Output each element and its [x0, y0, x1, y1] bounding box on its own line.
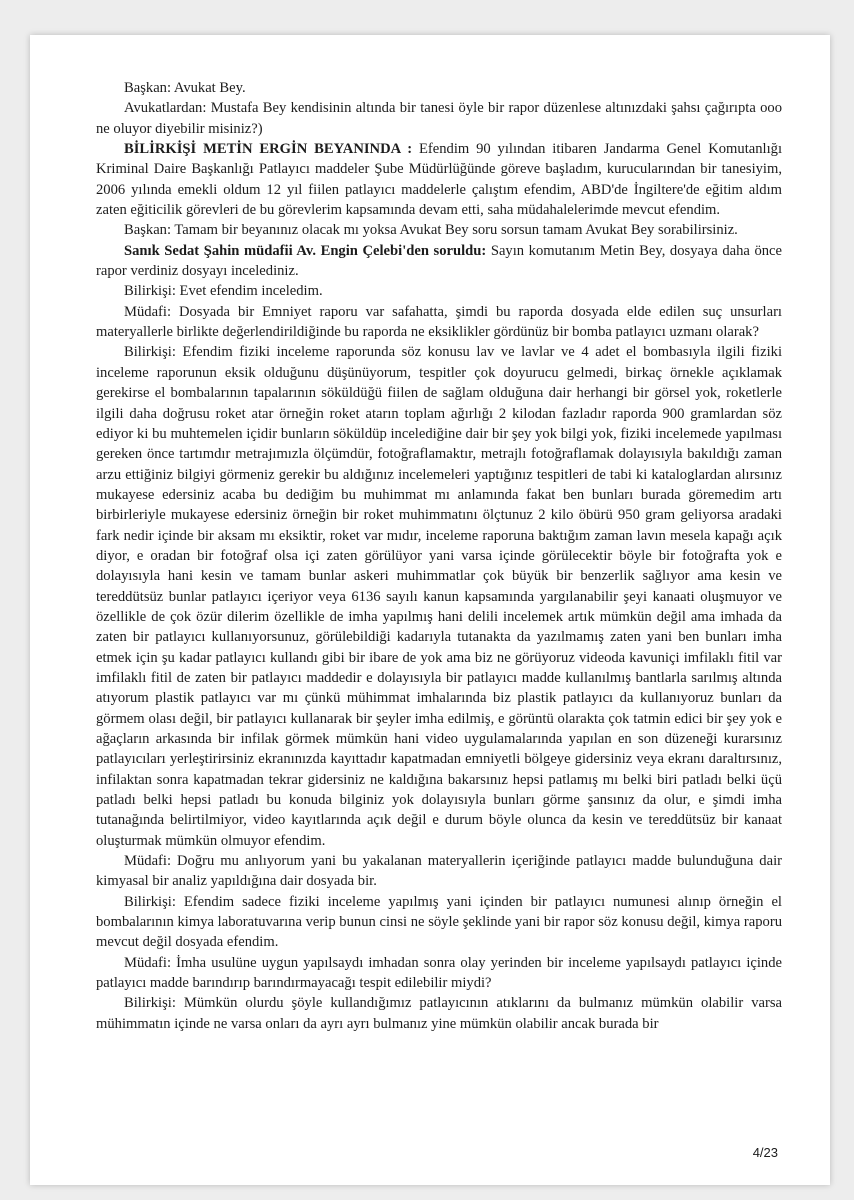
paragraph: [96, 281, 782, 301]
paragraph: [96, 139, 782, 220]
paragraph-text: Sayın komutanım Metin Bey, dosyaya daha önce rapor verdiniz dosyayı incelediniz.: [96, 242, 782, 280]
speaker-label: Sanık Sedat Şahin müdafii Av. Engin Çelebi'den soruldu:: [124, 242, 487, 259]
paragraph-text: Avukatlardan: Mustafa Bey kendisinin altında bir tanesi öyle bir rapor düzenlese altınızdaki şahsı çağırıpta ooo ne oluyor diyebilir misiniz?): [96, 100, 782, 137]
paragraph-text: Bilirkişi: Efendim fiziki inceleme raporunda söz konusu lav ve lavlar ve 4 adet el bombasıyla ilgili fiziki inceleme raporunun eksik olduğunu düşünüyorum, tespitler çok doyurucu gelmedi, birkaç örnekle açıklamak gerekirse el bombalarının tapalarının söküldüğü fiilen de sağlam olduğuna dair herhangi bir görsel yok, roketlerle ilgili daha doğrusu roket atar örneğin roket atarın toplam ağırlığı 2 kilodan fazladır raporda 900 gramlardan söz ediyor ki bu muhtemelen içidir bunların söküldüp incelediğine dair bir şey yok bilgi yok, fiziki incelemede yapılması gereken önce tartımdır metrajımızla ölçümdür, fotoğraflamaktır, metrajlı fotoğraflamak dolayısıyla bakıldığı zaman arzu ettiğiniz bilgiyi görmeniz gerekir bu aldığınız incelemeleri yaptığınız tespitleri de tabi ki kataloglardan alırsınız mukayese edersiniz acaba bu dediğim bu muhimmat mı anlamında fakat ben bunları burada göremedim artı birbirleriyle mukayese edersiniz örneğin bir roket muhimmatını ölçtunuz 2 kilo öbürü 950 gram geliyorsa aradaki fark nedir içinde bir aksam mı eksiktir, roket var mıdır, inceleme raporuna baktığım zaman lavın mesela kapağı açık diyor, e oradan bir fotoğraf olsa içi zaten görülüyor yani varsa içinde görülecektir böyle bir fotoğrafta yok e dolayısıyla hani kesin ve tamam bunlar askeri muhimmatlar çok büyük bir benzerlik sağlıyor ama kesin ve tereddütsüz bunlar patlayıcı içeriyor veya 6136 sayılı kanun kapsamında yargılanabilir şeyi kanaati oluşmuyor ve özellikle de çok özür dilerim özellikle de imha yapılmış hani delili incelemek artık mümkün değil ama imhada da zaten bir patlayıcı kullanıyorsunuz, görülebildiği kadarıyla tutanakta da yazılmamış zaten yani ben bunları imha etmek için şu kadar patlayıcı kullandı gibi bir ibare de yok ama biz ne görüyoruz videoda kavuniçi imfilaklı fitil var imfilaklı fitil de zaten bir patlayıcı maddedir e dolayısıyla bir patlayıcı madde kullanılmış bantlarla sarılmış altında atıyorum plastik patlayıcı var mı çünkü mühimmat imhalarında biz plastik patlayıcı da kullanıyoruz bunları da görmem olası değil, bir patlayıcı kullanarak bir şeyler imha edilmiş, e görüntü olarakta çok tatmin edici bir şey yok e ağaçların arkasında bir infilak görmek mümkün hani video uygulamalarında yapılan en son düzeneği kurarsınız patlayıcıları yerleştirirsiniz ekranınızda kayıttadır kapatmadan emniyetli bölgeye gidersiniz veya ekranı daraltırsınız, infilaktan sonra kapatmadan tekrar gidersiniz ne kaldığına bakarsınız hepsi patlamış mı belki biri patladı belki üçü patladı belki hepsi patladı bu konuda bilginiz yok dolayısıyla bunları görme şansınız da olur, e şimdi imha tutanağında belirtilmiyor, video kayıtlarında açık değil e durum böyle olunca da kesin ve tereddütsüz bir kanaat oluşturmak mümkün olmuyor efendim.: [96, 344, 782, 849]
paragraph: [96, 241, 782, 282]
paragraph: [96, 220, 782, 240]
paragraph: [96, 98, 782, 139]
paragraph-text: Efendim 90 yılından itibaren Jandarma Genel Komutanlığı Kriminal Daire Başkanlığı Patlayıcı maddeler Şube Müdürlüğünde göreve başladım, kurucularından bir tanesiyim, 2006 yılında emekli oldum 12 yıl fiilen patlayıcı maddelerle çalıştım efendim, ABD'de İngiltere'de eğitim aldım zaten eğiticilik görevleri de bu görevlerim kapsamında devam etti, saha müdahalelerimde mevcut efendim.: [96, 141, 782, 219]
paragraph-text: Başkan: Avukat Bey.: [124, 80, 246, 96]
paragraph-text: Bilirkişi: Evet efendim inceledim.: [124, 283, 323, 300]
document-page: [30, 35, 830, 1185]
page-number: 4/23: [752, 1145, 778, 1160]
paragraph-text: Müdafi: İmha usulüne uygun yapılsaydı imhadan sonra olay yerinden bir inceleme yapılsaydı patlayıcı içinde patlayıcı madde barındırıp barındırmayacağı tespit edilebilir miydi?: [96, 954, 782, 992]
paragraph: [96, 993, 782, 1034]
paragraph: [96, 78, 782, 98]
speaker-label: BİLİRKİŞİ METİN ERGİN BEYANINDA :: [124, 141, 413, 158]
paragraph-text: Müdafi: Dosyada bir Emniyet raporu var safahatta, şimdi bu raporda dosyada elde edilen suç unsurları materyallerle birlikte değerlendirildiğinde bu raporda ne eksiklikler gördünüz bir bomba patlayıcı uzmanı olarak?: [96, 303, 782, 341]
paragraph: [96, 892, 782, 953]
paragraph: [96, 851, 782, 892]
paragraph-text: Müdafi: Doğru mu anlıyorum yani bu yakalanan materyallerin içeriğinde patlayıcı madde bulunduğuna dair kimyasal bir analiz yapıldığına dair dosyada bir.: [96, 853, 782, 890]
paragraph-text: Bilirkişi: Efendim sadece fiziki inceleme yapılmış yani içinden bir patlayıcı numunesi alınıp örneğin el bombalarının kimya laboratuvarına verip bunun cinsi ne söyle şeklinde yani bir rapor söz konusu değil, kimya raporu mevcut değil dosyada efendim.: [96, 893, 782, 951]
paragraph-text: Bilirkişi: Mümkün olurdu şöyle kullandığımız patlayıcının atıklarını da bulmanız mümkün olabilir varsa mühimmatın içinde ne varsa onları da ayrı ayrı bulmanız yine mümkün olabilir ancak burada bir: [96, 995, 782, 1032]
document-body: [96, 78, 782, 1034]
paragraph: [96, 953, 782, 994]
paragraph-text: Başkan: Tamam bir beyanınız olacak mı yoksa Avukat Bey soru sorsun tamam Avukat Bey sorabilirsiniz.: [124, 222, 738, 239]
paragraph: [96, 342, 782, 851]
paragraph: [96, 302, 782, 343]
